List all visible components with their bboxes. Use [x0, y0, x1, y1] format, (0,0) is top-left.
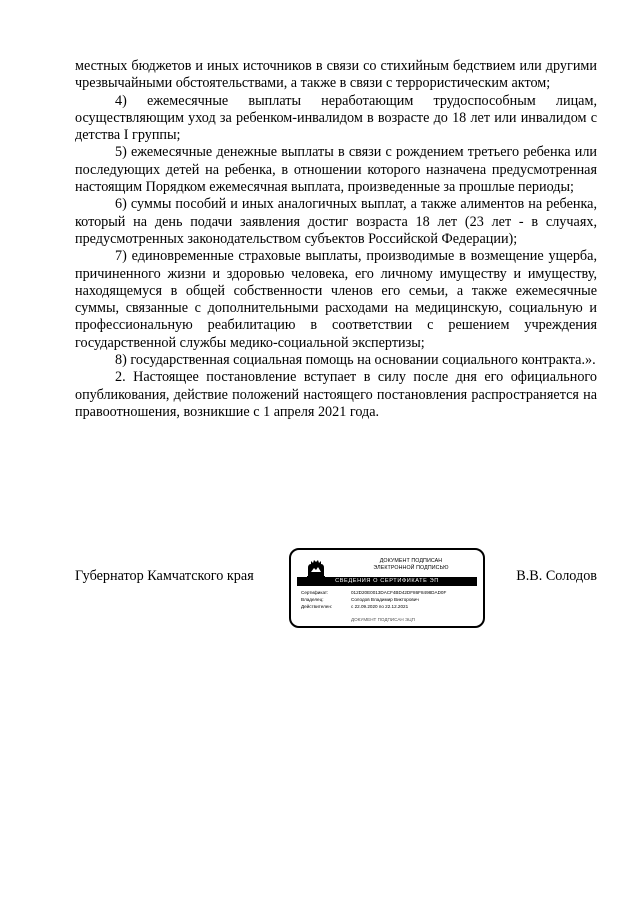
- document-body: [75, 58, 597, 421]
- stamp-header-line2: ЭЛЕКТРОННОЙ ПОДПИСЬЮ: [373, 565, 449, 571]
- signer-name: В.В. Солодов: [516, 568, 597, 584]
- stamp-owner-value: Солодов Владимир Викторович: [351, 597, 419, 602]
- electronic-signature-stamp: [289, 548, 485, 628]
- signature-block: [75, 548, 597, 630]
- stamp-certificate-label: Сертификат:: [301, 590, 329, 595]
- paragraph-item-8: 8) государственная социальная помощь на основании социального контракта.».: [115, 352, 596, 369]
- stamp-certificate-value: 012D20E0013DACF4BD42DF86F8498DAD0F: [351, 590, 447, 595]
- stamp-certificate-bar: СВЕДЕНИЯ О СЕРТИФИКАТЕ ЭП: [297, 577, 477, 586]
- stamp-header: [351, 558, 471, 572]
- stamp-details: [301, 589, 481, 610]
- paragraph-item-7: 7) единовременные страховые выплаты, производимые в возмещение ущерба, причиненного жизни и здоровью человека, его личному имуществу и имуществу, находящемуся в общей собственности членов его семьи, а также ежемесячные суммы, связанные с дополнительными расходами на медицинскую, социальную и профессиональную реабилитацию в соответствии с решением учреждения государственной службы медико-социальной экспертизы;: [75, 248, 597, 351]
- paragraph-continuation: местных бюджетов и иных источников в связи со стихийным бедствием или другими чрезвычайными обстоятельствами, а также в связи с террористическим актом;: [75, 58, 597, 92]
- signer-position: Губернатор Камчатского края: [75, 568, 254, 584]
- stamp-valid-label: Действителен:: [301, 604, 333, 609]
- stamp-valid-row: [301, 603, 481, 610]
- stamp-footer: ДОКУМЕНТ ПОДПИСАН ЭЦП: [351, 617, 415, 622]
- stamp-header-line1: ДОКУМЕНТ ПОДПИСАН: [379, 558, 443, 564]
- paragraph-item-5: 5) ежемесячные денежные выплаты в связи с рождением третьего ребенка или последующих детей на ребенка, в отношении которого назначена предусмотренная настоящим Порядком ежемесячная выплата, произведенные за прошлые периоды;: [75, 144, 597, 196]
- stamp-valid-value: с 22.09.2020 по 22.12.2021: [351, 604, 409, 609]
- coat-of-arms-icon: [305, 558, 327, 578]
- stamp-owner-label: Владелец:: [301, 597, 324, 602]
- stamp-owner-row: [301, 596, 481, 603]
- stamp-certificate-row: [301, 589, 481, 596]
- paragraph-section-2: 2. Настоящее постановление вступает в силу после дня его официального опубликования, действие положений настоящего постановления распространяется на правоотношения, возникшие с 1 апреля 2021 года.: [75, 369, 597, 420]
- paragraph-item-6: 6) суммы пособий и иных аналогичных выплат, а также алиментов на ребенка, который на день подачи заявления достиг возраста 18 лет (23 лет - в случаях, предусмотренных законодательством субъектов Российской Федерации);: [75, 196, 597, 247]
- paragraph-item-4: 4) ежемесячные выплаты неработающим трудоспособным лицам, осуществляющим уход за ребенком-инвалидом в возрасте до 18 лет или инвалидом с детства I группы;: [75, 92, 597, 144]
